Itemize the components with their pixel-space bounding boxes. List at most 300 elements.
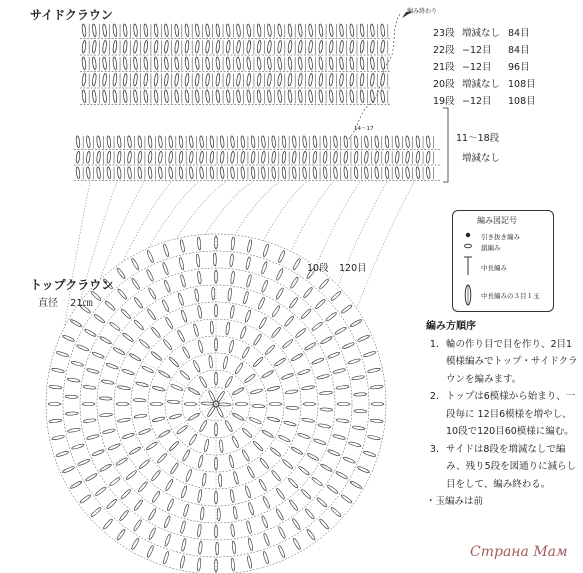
puff-stitch bbox=[164, 24, 169, 37]
puff-stitch bbox=[122, 332, 134, 342]
row-stitches: 108目 bbox=[508, 96, 536, 107]
puff-stitch bbox=[197, 305, 202, 318]
puff-stitch bbox=[102, 40, 107, 53]
puff-stitch bbox=[212, 287, 215, 300]
puff-stitch bbox=[102, 90, 107, 103]
puff-stitch bbox=[292, 538, 301, 551]
puff-stitch bbox=[106, 498, 117, 509]
puff-stitch bbox=[113, 24, 118, 37]
puff-stitch bbox=[251, 151, 256, 163]
section-line bbox=[216, 404, 363, 489]
puff-stitch bbox=[48, 403, 61, 406]
puff-stitch bbox=[313, 136, 318, 148]
puff-stitch bbox=[261, 280, 269, 293]
puff-stitch bbox=[117, 288, 128, 300]
puff-stitch bbox=[199, 376, 208, 389]
puff-stitch bbox=[195, 57, 200, 70]
puff-stitch bbox=[281, 373, 294, 380]
puff-stitch bbox=[333, 368, 346, 374]
puff-stitch bbox=[102, 518, 113, 530]
puff-stitch bbox=[177, 329, 186, 342]
puff-stitch bbox=[158, 370, 171, 379]
puff-stitch bbox=[370, 419, 383, 423]
puff-stitch bbox=[119, 510, 130, 522]
puff-stitch bbox=[189, 136, 194, 148]
puff-stitch bbox=[120, 489, 131, 500]
puff-stitch bbox=[65, 412, 78, 416]
puff-stitch bbox=[313, 167, 318, 179]
puff-stitch bbox=[122, 432, 135, 439]
puff-stitch bbox=[303, 403, 316, 406]
puff-stitch bbox=[244, 485, 251, 498]
puff-stitch bbox=[146, 441, 158, 451]
puff-stitch bbox=[104, 300, 116, 311]
puff-stitch bbox=[301, 489, 312, 500]
puff-stitch bbox=[258, 317, 267, 330]
row-change: 増減なし bbox=[462, 79, 501, 90]
puff-stitch bbox=[107, 151, 112, 163]
end-marker-label: 編み終わり bbox=[407, 8, 438, 15]
puff-stitch bbox=[277, 73, 282, 86]
puff-stitch bbox=[231, 558, 235, 571]
puff-stitch bbox=[278, 526, 287, 539]
puff-stitch bbox=[350, 480, 363, 489]
puff-stitch bbox=[336, 418, 349, 423]
puff-stitch bbox=[200, 507, 205, 520]
puff-stitch bbox=[311, 321, 323, 331]
puff-stitch bbox=[244, 373, 256, 383]
puff-stitch bbox=[179, 136, 184, 148]
puff-stitch bbox=[210, 151, 215, 163]
puff-stitch bbox=[323, 167, 328, 179]
puff-stitch bbox=[271, 305, 281, 317]
puff-stitch bbox=[177, 293, 184, 306]
puff-stitch bbox=[220, 136, 225, 148]
puff-stitch bbox=[188, 387, 201, 396]
puff-stitch bbox=[276, 488, 286, 500]
puff-stitch bbox=[261, 151, 266, 163]
puff-stitch bbox=[335, 471, 348, 480]
puff-stitch bbox=[374, 151, 379, 163]
puff-stitch bbox=[363, 351, 376, 358]
puff-stitch bbox=[67, 378, 80, 383]
puff-stitch bbox=[360, 24, 365, 37]
puff-stitch bbox=[292, 258, 301, 271]
puff-stitch bbox=[405, 167, 410, 179]
puff-stitch bbox=[162, 262, 169, 275]
puff-stitch bbox=[354, 392, 367, 396]
puff-stitch bbox=[395, 151, 400, 163]
puff-stitch bbox=[426, 136, 431, 148]
puff-stitch bbox=[262, 551, 269, 564]
puff-stitch bbox=[370, 57, 375, 70]
puff-stitch bbox=[107, 136, 112, 148]
puff-stitch bbox=[302, 136, 307, 148]
puff-stitch bbox=[86, 151, 91, 163]
puff-stitch bbox=[278, 545, 286, 558]
puff-stitch bbox=[143, 40, 148, 53]
puff-stitch bbox=[113, 57, 118, 70]
puff-stitch bbox=[133, 499, 143, 511]
puff-stitch bbox=[165, 479, 174, 492]
puff-stitch bbox=[99, 463, 112, 472]
range-bracket bbox=[443, 108, 448, 182]
puff-stitch bbox=[349, 90, 354, 103]
puff-stitch bbox=[180, 310, 187, 323]
puff-stitch bbox=[325, 312, 337, 322]
puff-stitch bbox=[168, 167, 173, 179]
puff-stitch bbox=[226, 57, 231, 70]
puff-stitch bbox=[117, 167, 122, 179]
puff-stitch bbox=[133, 297, 143, 309]
puff-stitch bbox=[106, 363, 119, 370]
puff-stitch bbox=[240, 326, 247, 339]
puff-stitch bbox=[327, 449, 340, 457]
puff-stitch bbox=[327, 484, 339, 494]
puff-stitch bbox=[426, 151, 431, 163]
puff-stitch bbox=[288, 40, 293, 53]
connector-line bbox=[148, 182, 198, 248]
legend-item-slip: 引き抜き編み bbox=[481, 233, 520, 241]
puff-stitch bbox=[117, 136, 122, 148]
puff-stitch bbox=[316, 374, 329, 380]
puff-stitch bbox=[228, 455, 234, 468]
puff-stitch bbox=[354, 151, 359, 163]
puff-stitch bbox=[150, 403, 163, 406]
puff-stitch bbox=[385, 167, 390, 179]
puff-stitch bbox=[333, 136, 338, 148]
puff-stitch bbox=[330, 507, 342, 518]
puff-stitch bbox=[96, 167, 101, 179]
puff-stitch bbox=[261, 515, 269, 528]
row-stitches: 84目 bbox=[508, 28, 530, 39]
puff-stitch bbox=[257, 57, 262, 70]
puff-stitch bbox=[163, 244, 170, 257]
puff-stitch bbox=[246, 274, 252, 287]
puff-stitch bbox=[185, 57, 190, 70]
puff-stitch bbox=[133, 319, 144, 330]
puff-stitch bbox=[167, 400, 180, 404]
puff-stitch bbox=[236, 24, 241, 37]
puff-stitch bbox=[158, 136, 163, 148]
instructions-panel bbox=[428, 318, 578, 511]
puff-stitch bbox=[216, 24, 221, 37]
puff-stitch bbox=[84, 328, 97, 337]
puff-stitch bbox=[405, 136, 410, 148]
puff-stitch bbox=[271, 167, 276, 179]
puff-stitch bbox=[202, 473, 207, 486]
puff-stitch bbox=[282, 167, 287, 179]
puff-stitch bbox=[334, 326, 347, 335]
legend-item-hdc: 中長編み bbox=[481, 264, 507, 272]
puff-stitch bbox=[185, 469, 192, 482]
row-row: 22段 bbox=[433, 45, 455, 56]
row-row: 20段 bbox=[433, 79, 455, 90]
puff-stitch bbox=[329, 40, 334, 53]
puff-stitch bbox=[122, 368, 135, 375]
puff-stitch bbox=[148, 527, 156, 540]
puff-stitch bbox=[180, 521, 186, 534]
puff-stitch bbox=[179, 167, 184, 179]
puff-stitch bbox=[230, 167, 235, 179]
puff-stitch bbox=[116, 267, 126, 279]
puff-stitch bbox=[195, 73, 200, 86]
puff-stitch bbox=[319, 518, 330, 530]
puff-stitch bbox=[180, 485, 187, 498]
puff-stitch bbox=[170, 384, 183, 392]
puff-stitch bbox=[371, 403, 384, 406]
puff-stitch bbox=[395, 136, 400, 148]
puff-stitch bbox=[233, 471, 239, 484]
puff-stitch bbox=[416, 167, 421, 179]
puff-stitch bbox=[143, 73, 148, 86]
puff-stitch bbox=[134, 414, 147, 419]
puff-stitch bbox=[198, 541, 202, 554]
puff-stitch bbox=[205, 24, 210, 37]
puff-stitch bbox=[380, 90, 385, 103]
puff-stitch bbox=[82, 40, 87, 53]
connector-line bbox=[205, 182, 252, 234]
puff-stitch bbox=[95, 486, 107, 496]
puff-stitch bbox=[245, 256, 251, 269]
row-change: 増減なし bbox=[462, 28, 501, 39]
puff-stitch bbox=[195, 24, 200, 37]
puff-stitch bbox=[108, 443, 121, 451]
puff-stitch bbox=[247, 239, 253, 252]
puff-stitch bbox=[152, 385, 165, 391]
puff-stitch bbox=[92, 449, 105, 457]
puff-stitch bbox=[199, 167, 204, 179]
puff-stitch bbox=[246, 24, 251, 37]
puff-stitch bbox=[189, 151, 194, 163]
puff-stitch bbox=[143, 57, 148, 70]
puff-stitch bbox=[218, 403, 231, 407]
side-crown-lower-band bbox=[74, 136, 440, 181]
puff-stitch bbox=[83, 385, 96, 390]
puff-stitch bbox=[92, 57, 97, 70]
puff-stitch bbox=[308, 40, 313, 53]
puff-stitch bbox=[320, 336, 333, 345]
puff-stitch bbox=[337, 403, 350, 406]
puff-stitch bbox=[297, 432, 310, 439]
puff-stitch bbox=[357, 466, 370, 474]
puff-stitch bbox=[146, 269, 155, 282]
puff-stitch bbox=[319, 391, 332, 395]
puff-stitch bbox=[164, 40, 169, 53]
puff-stitch bbox=[275, 287, 284, 300]
puff-stitch bbox=[137, 151, 142, 163]
puff-stitch bbox=[320, 408, 333, 412]
puff-stitch bbox=[154, 90, 159, 103]
puff-stitch bbox=[370, 90, 375, 103]
puff-stitch bbox=[174, 90, 179, 103]
puff-stitch bbox=[56, 450, 69, 457]
puff-stitch bbox=[267, 416, 280, 422]
puff-stitch bbox=[315, 298, 326, 309]
puff-stitch bbox=[231, 237, 235, 250]
puff-stitch bbox=[185, 24, 190, 37]
puff-stitch bbox=[241, 449, 250, 462]
puff-stitch bbox=[82, 24, 87, 37]
puff-stitch bbox=[179, 370, 191, 381]
puff-stitch bbox=[195, 90, 200, 103]
puff-stitch bbox=[92, 73, 97, 86]
puff-stitch bbox=[357, 334, 370, 342]
puff-stitch bbox=[426, 167, 431, 179]
puff-stitch bbox=[333, 151, 338, 163]
puff-stitch bbox=[51, 368, 64, 374]
puff-stitch bbox=[298, 57, 303, 70]
puff-stitch bbox=[137, 481, 148, 493]
puff-stitch bbox=[86, 368, 99, 374]
puff-stitch bbox=[354, 136, 359, 148]
puff-stitch bbox=[70, 480, 83, 489]
puff-stitch bbox=[168, 356, 179, 367]
puff-stitch bbox=[329, 73, 334, 86]
puff-stitch bbox=[286, 406, 299, 410]
puff-stitch bbox=[210, 321, 214, 334]
puff-stitch bbox=[236, 73, 241, 86]
row-stitches: 96目 bbox=[508, 62, 530, 73]
puff-stitch bbox=[56, 351, 69, 358]
puff-stitch bbox=[161, 299, 170, 312]
puff-stitch bbox=[193, 324, 199, 337]
puff-stitch bbox=[205, 57, 210, 70]
puff-stitch bbox=[261, 261, 268, 274]
puff-stitch bbox=[201, 402, 214, 406]
puff-stitch bbox=[76, 151, 81, 163]
puff-stitch bbox=[235, 403, 248, 406]
puff-stitch bbox=[176, 425, 188, 435]
puff-stitch bbox=[347, 358, 360, 365]
puff-stitch bbox=[349, 24, 354, 37]
puff-stitch bbox=[199, 151, 204, 163]
puff-stitch bbox=[92, 40, 97, 53]
puff-stitch bbox=[133, 40, 138, 53]
puff-stitch bbox=[199, 420, 208, 433]
puff-stitch bbox=[288, 73, 293, 86]
puff-stitch bbox=[151, 470, 162, 482]
puff-stitch bbox=[204, 439, 210, 452]
puff-stitch bbox=[226, 24, 231, 37]
puff-stitch bbox=[230, 271, 235, 284]
puff-stitch bbox=[271, 136, 276, 148]
puff-stitch bbox=[226, 73, 231, 86]
puff-stitch bbox=[320, 463, 333, 472]
puff-stitch bbox=[380, 40, 385, 53]
puff-stitch bbox=[133, 24, 138, 37]
puff-stitch bbox=[174, 24, 179, 37]
puff-stitch bbox=[306, 529, 316, 541]
puff-stitch bbox=[146, 545, 154, 558]
puff-stitch bbox=[278, 250, 286, 263]
puff-stitch bbox=[210, 136, 215, 148]
puff-stitch bbox=[229, 254, 233, 267]
puff-stitch bbox=[107, 167, 112, 179]
puff-stitch bbox=[123, 73, 128, 86]
puff-stitch bbox=[360, 90, 365, 103]
puff-stitch bbox=[167, 498, 175, 511]
puff-stitch bbox=[182, 346, 191, 359]
puff-stitch bbox=[351, 375, 364, 380]
puff-stitch bbox=[246, 73, 251, 86]
puff-stitch bbox=[249, 417, 262, 425]
row-row: 19段 bbox=[433, 96, 455, 107]
puff-stitch bbox=[194, 289, 199, 302]
puff-stitch bbox=[102, 24, 107, 37]
puff-stitch bbox=[216, 57, 221, 70]
puff-stitch bbox=[284, 315, 295, 327]
puff-stitch bbox=[99, 413, 112, 417]
puff-stitch bbox=[117, 385, 130, 390]
puff-stitch bbox=[360, 73, 365, 86]
puff-stitch bbox=[277, 40, 282, 53]
puff-stitch bbox=[318, 423, 331, 429]
puff-stitch bbox=[163, 280, 171, 293]
puff-stitch bbox=[217, 508, 220, 521]
legend-item-puff: 中長編みの３目１玉 bbox=[481, 292, 540, 300]
puff-stitch bbox=[261, 167, 266, 179]
puff-stitch bbox=[163, 515, 171, 528]
diameter-label: 直径 bbox=[38, 298, 58, 309]
puff-stitch bbox=[307, 452, 320, 461]
instructions-title: 編み方順序 bbox=[426, 321, 476, 332]
puff-stitch bbox=[109, 321, 121, 331]
puff-stitch bbox=[164, 57, 169, 70]
puff-stitch bbox=[220, 167, 225, 179]
puff-stitch bbox=[49, 419, 62, 423]
puff-stitch bbox=[99, 336, 112, 345]
puff-stitch bbox=[308, 24, 313, 37]
puff-stitch bbox=[230, 489, 235, 502]
puff-stitch bbox=[367, 435, 380, 441]
puff-stitch bbox=[230, 151, 235, 163]
instruction-step-2: 2. トップは6模様から始まり、一段毎に 12目6模様を増やし、10段で120目60模様に編む。 bbox=[442, 388, 578, 441]
puff-stitch bbox=[240, 151, 245, 163]
puff-stitch bbox=[151, 491, 161, 503]
puff-stitch bbox=[354, 167, 359, 179]
puff-stitch bbox=[154, 40, 159, 53]
puff-stitch bbox=[232, 387, 245, 396]
puff-stitch bbox=[288, 499, 298, 511]
puff-stitch bbox=[85, 473, 98, 482]
puff-stitch bbox=[164, 73, 169, 86]
puff-stitch bbox=[197, 524, 202, 537]
puff-stitch bbox=[395, 167, 400, 179]
puff-stitch bbox=[246, 40, 251, 53]
puff-stitch bbox=[102, 428, 115, 434]
puff-stitch bbox=[295, 328, 307, 339]
puff-stitch bbox=[210, 167, 215, 179]
puff-stitch bbox=[333, 434, 346, 440]
puff-stitch bbox=[250, 388, 263, 395]
puff-stitch bbox=[216, 40, 221, 53]
puff-stitch bbox=[292, 167, 297, 179]
puff-stitch bbox=[179, 151, 184, 163]
puff-stitch bbox=[251, 167, 256, 179]
puff-stitch bbox=[270, 447, 282, 457]
puff-stitch bbox=[282, 136, 287, 148]
section-line bbox=[216, 319, 363, 404]
puff-stitch bbox=[179, 257, 185, 270]
puff-stitch bbox=[131, 258, 140, 271]
puff-stitch bbox=[333, 167, 338, 179]
puff-stitch bbox=[127, 167, 132, 179]
top-crown-title: トップクラウン bbox=[30, 278, 114, 292]
puff-stitch bbox=[49, 385, 62, 389]
puff-stitch bbox=[319, 24, 324, 37]
puff-stitch bbox=[62, 334, 75, 342]
